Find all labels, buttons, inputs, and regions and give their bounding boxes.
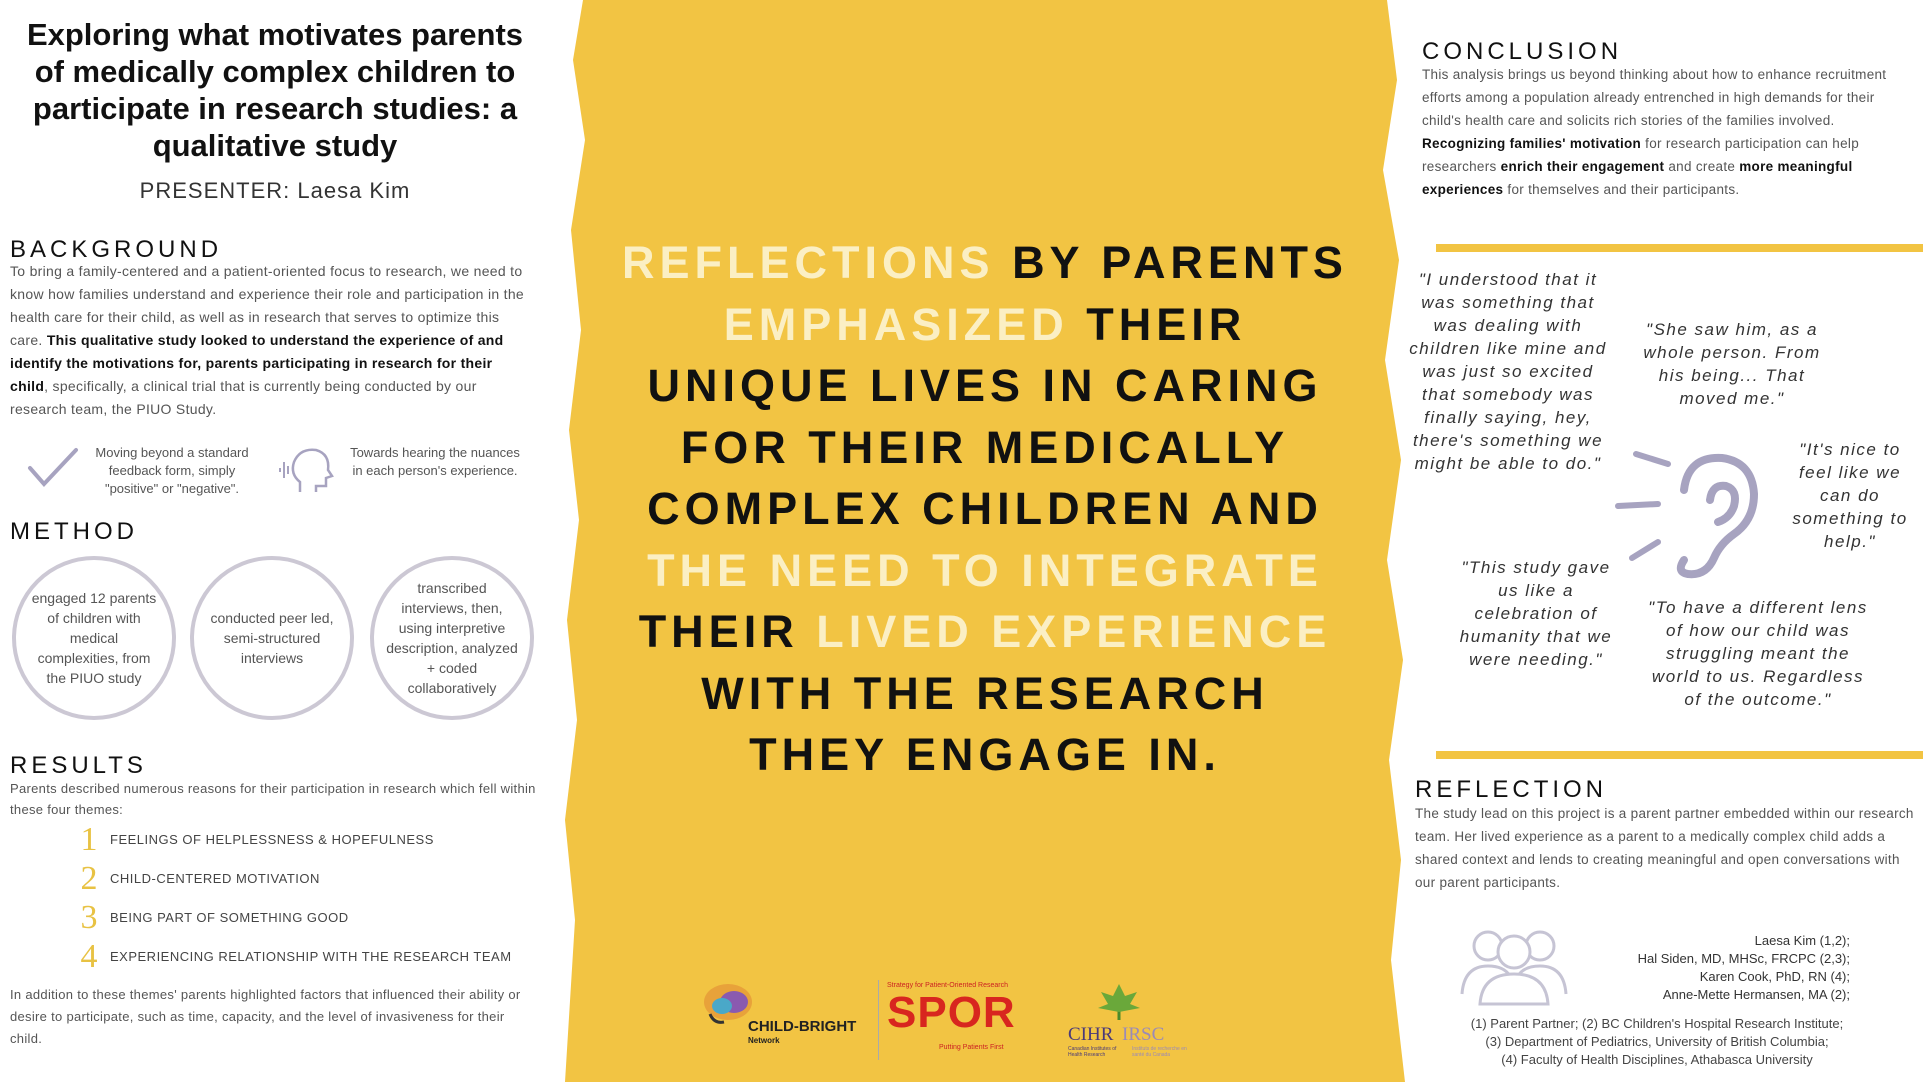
background-text-bold: This qualitative study looked to understand the experience of and identify the motivations for, parents participating in research for their child [10, 332, 504, 394]
reflection-text: The study lead on this project is a parent partner embedded within our research team. Her lived experience as a parent to a medically complex child adds a shared context and lends to creating meaningful and open conversations with our parent participants. [1415, 806, 1914, 890]
childbright-sub: Network [748, 1036, 780, 1045]
author-entry: Hal Siden, MD, MHSc, FRCPC (2,3); [1637, 951, 1850, 966]
results-intro: Parents described numerous reasons for their participation in research which fell within these four themes: [10, 781, 536, 817]
spor-bottom: Putting Patients First [939, 1044, 1004, 1051]
theme-label: EXPERIENCING RELATIONSHIP WITH THE RESEARCH TEAM [110, 949, 512, 964]
conclusion-bold-3: more meaningful experiences [1422, 159, 1853, 197]
results-heading: RESULTS [10, 752, 147, 779]
author-entry: Karen Cook, PhD, RN (4); [1699, 969, 1850, 984]
themes-list [78, 822, 538, 978]
statement-text: UNIQUE LIVES IN CARING [647, 360, 1323, 411]
theme-item [78, 822, 538, 861]
feature-nuance-text: Towards hearing the nuances in each person's experience. [350, 445, 520, 478]
spor-top: Strategy for Patient-Oriented Research [887, 982, 1009, 989]
statement-text: WITH THE RESEARCH [701, 667, 1269, 719]
affiliation-entry: (1) Parent Partner; (2) BC Children's Hospital Research Institute; [1470, 1016, 1844, 1031]
conclusion-text [1422, 63, 1912, 201]
statement-line [600, 724, 1370, 786]
cihr-sub: Canadian Institutes of Health Research [1068, 1046, 1117, 1058]
background-text-1: To bring a family-centered and a patient-oriented focus to research, we need to know how families understand and experience their role and participation in the health care for their child, as well as in research that serves to optimize this care. [10, 263, 524, 348]
results-outro: In addition to these themes' parents highlighted factors that influenced their ability or desire to participate, such as time, capacity, and the level of invasiveness for their child. [10, 987, 521, 1046]
theme-number: 2 [80, 860, 98, 897]
reflection-divider [1436, 751, 1923, 759]
conclusion-bold-1: Recognizing families' motivation [1422, 136, 1642, 151]
quote-5: "To have a different lens of how our child was struggling meant the world to us. Regardless of the outcome." [1648, 598, 1868, 709]
statement-line [600, 663, 1370, 725]
theme-item [78, 939, 538, 978]
statement-line [600, 478, 1370, 540]
statement-line [600, 417, 1370, 479]
affiliation-entry: (4) Faculty of Health Disciplines, Athabasca University [1501, 1052, 1813, 1067]
affiliation-entry: (3) Department of Pediatrics, University of British Columbia; [1485, 1034, 1829, 1049]
author-list [1580, 932, 1850, 1004]
feature-feedback-text: Moving beyond a standard feedback form, simply "positive" or "negative". [95, 445, 249, 496]
theme-item [78, 900, 538, 939]
conclusion-text-3: and create [1664, 159, 1740, 174]
conclusion-divider [1436, 244, 1923, 252]
theme-label: CHILD-CENTERED MOTIVATION [110, 871, 320, 886]
method-step-3: transcribed interviews, then, using interpretive description, analyzed + coded collaboratively [370, 556, 534, 720]
poster-title: Exploring what motivates parents of medically complex children to participate in research studies: a qualitative study [26, 17, 524, 163]
method-step-2: conducted peer led, semi-structured interviews [190, 556, 354, 720]
conclusion-heading: CONCLUSION [1422, 38, 1623, 65]
spor-logo [878, 980, 1039, 1060]
statement-line [600, 355, 1370, 417]
statement-text: BY PARENTS [1012, 237, 1348, 288]
theme-label: FEELINGS OF HELPLESSNESS & HOPEFULNESS [110, 832, 434, 847]
cihr-name: CIHR [1068, 1024, 1114, 1045]
conclusion-text-2: for research participation can help researchers [1422, 136, 1860, 174]
leaf-icon [1094, 980, 1144, 1024]
spor-name: SPOR [887, 988, 1016, 1037]
theme-label: BEING PART OF SOMETHING GOOD [110, 910, 349, 925]
statement-highlight: EMPHASIZED [723, 298, 1087, 350]
statement-highlight: LIVED EXPERIENCE [816, 606, 1332, 657]
statement-text: COMPLEX CHILDREN AND [647, 483, 1323, 534]
conclusion-text-1: This analysis brings us beyond thinking about how to enhance recruitment efforts among a population already entrenched in high demands for their child's health care and solicits rich stories of the families involved. [1422, 67, 1887, 128]
background-text-2: , specifically, a clinical trial that is currently being conducted by our research team, the PIUO Study. [10, 378, 477, 417]
statement-text: THEY ENGAGE IN. [749, 729, 1221, 780]
logo-bar [700, 980, 1220, 1060]
statement-highlight: REFLECTIONS [622, 237, 1013, 288]
statement-line [600, 540, 1370, 602]
background-heading: BACKGROUND [10, 236, 223, 263]
statement-line [600, 232, 1370, 294]
theme-number: 1 [80, 821, 98, 858]
statement-line [600, 294, 1370, 356]
conclusion-text-4: for themselves and their participants. [1503, 182, 1740, 197]
irsc-name: IRSC [1122, 1024, 1165, 1045]
statement-text: THEIR [638, 606, 817, 657]
conclusion-bold-2: enrich their engagement [1500, 159, 1665, 174]
statement-highlight: THE NEED TO INTEGRATE [647, 544, 1323, 596]
quote-1: "I understood that it was something that was dealing with children like mine and was just so excited that somebody was finally saying, hey, there's something we might be able to do." [1409, 270, 1607, 473]
statement-text: FOR THEIR MEDICALLY [680, 421, 1290, 473]
theme-item [78, 861, 538, 900]
theme-number: 4 [80, 938, 98, 975]
statement-text: THEIR [1086, 298, 1247, 350]
quote-4: "This study gave us like a celebration of humanity that we were needing." [1459, 558, 1613, 669]
group-people-icon [1458, 924, 1570, 1008]
author-entry: Laesa Kim (1,2); [1754, 933, 1850, 948]
quote-3: "It's nice to feel like we can do something to help." [1792, 440, 1908, 551]
statement-line [600, 601, 1370, 663]
checkmark-icon [26, 446, 80, 490]
irsc-sub: Instituts de recherche en santé du Canada [1132, 1046, 1187, 1058]
cihr-logo [1060, 980, 1220, 1060]
method-step-1: engaged 12 parents of children with medical complexities, from the PIUO study [12, 556, 176, 720]
method-heading: METHOD [10, 518, 138, 545]
author-entry: Anne-Mette Hermansen, MA (2); [1662, 987, 1850, 1002]
affiliation-list [1432, 1015, 1882, 1069]
presenter: PRESENTER: Laesa Kim [139, 178, 411, 203]
theme-number: 3 [80, 899, 98, 936]
childbright-name: CHILD-BRIGHT [748, 1018, 857, 1035]
background-text [10, 260, 534, 421]
reflection-heading: REFLECTION [1415, 776, 1608, 803]
childbright-logo [700, 980, 860, 1060]
key-statement [600, 232, 1370, 786]
ear-icon [1614, 440, 1784, 580]
quote-2: "She saw him, as a whole person. From his being... That moved me." [1643, 320, 1821, 408]
listening-head-icon [278, 444, 336, 496]
